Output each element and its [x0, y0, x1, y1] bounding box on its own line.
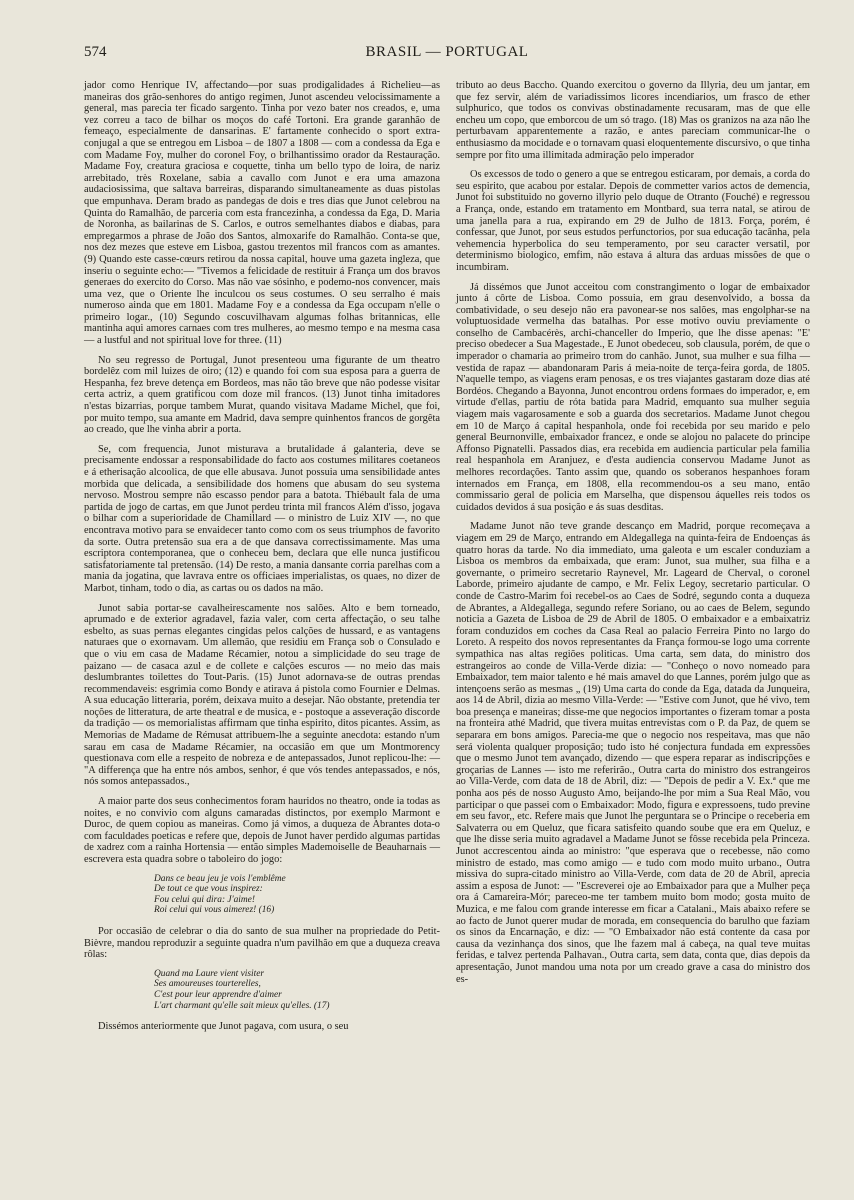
paragraph: Madame Junot não teve grande descanço em Madrid, porque recomeçava a viagem em 29 de Março, entrando em Aldegallega na quinta-feira de Endoenças ás quatro horas da tarde. No dia immediato, uma galeota e um escaler conduziam a Lisboa os membros da embaixada, que eram: Junot, sua mulher, sua filha e a governante, o primeiro secretario Raynevel, Mr. Lageard de Cherval, o coronel Laborde, primeiro ajudante de campo, e Mr. Felix Legoy, secretario particular. O conde de Castro-Marim foi recebel-os ao Caes de Sodré, segundo conta a duqueza de Abrantes, a Aldegallega, segundo refere Soriano, ou ao caes de Belem, segundo noticia a Gazeta de Lisboa de 29 de Abril de 1805. O embaixador e a embaixatriz foram conduzidos em coches da Casa Real ao palacio Ferreira Pinto no largo do Loreto. A respeito dos novos representantes da França formou-se logo uma corrente sympathica nas altas regiões politicas. Uma carta, sem data, do ministro dos estrangeiros ao conde de Villa-Verde dizia: — "Conheço o novo nomeado para Embaixador, tem maior talento e hé mais amavel do que Lannes, porém julgo que as intençoens serão as mesmas „ (19) Uma carta do conde da Ega, datada da Junqueira, aos 14 de Abril, dizia ao mesmo Villa-Verde: — "Estive com Junot, que hé vivo, tem boa presença e maneiras; disse-me que negocios importantes o fizeram tomar a posta na fronteira athé Madrid, que tivera muitas entrevistas com o P. da Paz, de quem se separara em bons amigos. Parecia-me que o negocio nos respeitava, mas que não será violenta qualquer proposição; tudo isto hé conjectura fundada em expressões que o mesmo Junot tem avançado, dizendo — que espera reparar as indiscripções e groçarias de Lannes — isto me referirão., Outra carta do ministro dos estrangeiros ao Villa-Verde, com data de 18 de Abril, diz: — "Depois de pedir a V. Ex.ª que me ponha aos pés de nosso Augusto Amo, beijando-lhe por mim a Sua Real Mão, vou participar o que passei com o Embaixador: Modo, figura e expressoens, tudo previne em seu favor,, etc. Refere mais que Junot lhe perguntara se o Principe o receberia em Salvaterra ou em Queluz, que ficara satisfeito quando soube que era em Queluz, e que lhe disse seria muito agradavel a Madame Junot se fôsse recebida pela Princeza. Junot accrescentou ainda ao ministro: "que esperava que o recebesse, não como ministro de estado, mas como amigo — e tudo com modo muito urbano., Outra missiva do supra-citado ministro ao Villa-Verde, com data de 20 de Abril, aprecia assim a esposa de Junot: — "Escreverei oje ao Embaixador para que a Mulher peça ora á Camareira-Mór; pareceo-me ter tambem muito bom modo; gosta muito de Muzica, e me falou com grande interesse em ficar a Catalani., Mais abaixo refere se ao facto de Junot querer mudar de morada, em consequencia do barulho que faziam os sinos da Encarnação, e diz: — "O Embaixador não está contente da casa por causa da vezinhança dos sinos, que lhe fazem mal á cabeça, na qual teve muitas feridas, e talvez pertenda Palhavan., Outra carta, sem data, conta que, dias depois da apresentação, Junot mandou uma nota por um creado grave a casa do ministro dos es-	[456, 521, 810, 985]
paragraph: No seu regresso de Portugal, Junot presenteou uma figurante de um theatro bordelêz com mil luizes de oiro; (12) e quando foi com sua esposa para a guerra de Hespanha, fez breve detença em Bordeos, mas não tão breve que não podesse visitar certa actriz, a quem gratificou com doze mil francos. (13) Junot tinha imitadores n'estas bizarrias, porque tambem Murat, quando visitava Madame Michel, que foi, por muito tempo, sua amante em Madrid, dava sempre quinhentos francos de gorgêta ao creado, que lhe vinha abrir a porta.	[84, 354, 440, 436]
verse-line: C'est pour leur apprendre d'aimer	[154, 989, 282, 1000]
right-column	[456, 80, 810, 993]
verse-line: Dans ce beau jeu je vois l'emblême	[154, 873, 286, 884]
verse-line: L'art charmant qu'elle sait mieux qu'elles. (17)	[154, 1000, 330, 1011]
paragraph: Os excessos de todo o genero a que se entregou esticaram, por demais, a corda do seu espirito, que acabou por estalar. Depois de commetter varios actos de demencia, Junot foi substituido no governo illyrio pelo duque de Otranto (Fouché) e regressou a França, onde, estando em tratamento em Montbard, sua terra natal, se atirou de uma janella para a rua, expirando em 29 de Julho de 1813. Força, porém, é confessar, que Junot, por seus estudos perfunctorios, por sua educação tacânha, pela vehemencia hyperbolica do seu temperamento, por seu caracter versatil, por determinismo biologico, emfim, não estava á altura das arduas missões de que o incumbiram.	[456, 169, 810, 273]
verse-quatrain	[154, 969, 440, 1011]
page-header	[84, 44, 810, 64]
page-number: 574	[84, 44, 107, 60]
verse-line: Quand ma Laure vient visiter	[154, 968, 265, 979]
paragraph: jador como Henrique IV, affectando—por suas prodigalidades á Richelieu—as maneiras dos grão-senhores do antigo regimen, Junot ascendeu velocissimamente a general, mas parecia ter ficado sargento. Tinha por vezo bater nos creados, e, uma vez correu a taco de bilhar os moços do café Tortoni. Era grande garanhão de femeaço, especialmente de dansarinas. E' fartamente conhecido o sport extra-conjugal a que se entregou em Lisboa – de 1807 a 1808 — com a condessa da Ega e com Madame Foy, mulher do coronel Foy, o brilhantissimo orador da Restauração. Madame Foy, creatura graciosa e coquette, tinha um bello typo de loira, de nariz arrebitado, très Roxelane, sabia a cavallo com Junot e era uma amazona audaciosissima, que saltava barreiras, disparando simultaneamente as duas pistolas que empunhava. Deram brado as pandegas de dois e tres dias que Junot celebrou na Quinta do Ramalhão, de parceria com esta francezinha, a condessa da Ega, D. Maria de Noronha, as bailarinas de S. Carlos, e outros semelhantes diabos e diabas, para empregarmos a phrase de João dos Santos, almoxarife do Ramalhão. Conta-se que, nos dez mezes que esteve em Lisboa, gastou trezentos mil francos com as amantes. (9) Quando este casse-cœurs retirou da nossa capital, houve uma gazeta ingleza, que inseriu o seguinte echo:— "Tivemos a felicidade de restituir á França um dos bravos generaes do exercito do Corso. Mas não vae sósinho, e podemo-nos convencer, mais uma vez, que o Oriente lhe inculcou os seus costumes. O seu serralho é mais numeroso ainda que em 1801. Madame Foy e a condessa da Ega occupam n'elle o primeiro logar., (10) Segundo coscuvilhavam algumas folhas britannicas, elle mantinha aqui amores carnaes com tres mulheres, ao mesmo tempo e na mesma casa — a lustful and not spiritual love for three. (11)	[84, 80, 440, 347]
verse-line: Roi celui qui vous aimerez! (16)	[154, 905, 275, 916]
paragraph: Por occasião de celebrar o dia do santo de sua mulher na propriedade do Petit-Bièvre, mandou reproduzir a seguinte quadra n'um pavilhão em que a duqueza creava rôlas:	[84, 925, 440, 961]
paragraph: Se, com frequencia, Junot misturava a brutalidade á galanteria, deve se precisamente endossar a responsabilidade do facto aos costumes militares coetaneos e á etherisação alcoolica, de que elle abusava. Junot possuia uma sensibilidade antes morbida que delicada, a sensibilidade dos homens que abusam do seu systema nervoso. Mostrou sempre não escasso pendor para a batota. Thiébault fala de uma partida de jogo de cartas, em que Junot perdeu trinta mil francos Além d'isso, jogava o bilhar com a superioridade de Chamillard — o ministro de Luiz XIV —, no que encontrava motivo para se envaidecer tanto como com os seus triumphos de favorito da sorte. Outra pretensão sua era a de que dansava correctissimamente. Mas uma escriptora contemporanea, que o conheceu bem, declara que elle nunca justificou satisfatoriamente tal pretensão. (14) De resto, a mania dansante corria parelhas com a mania da jogatina, que lavrava entre os officiaes imperialistas, os quaes, no dizer de Marbot, tinham, todo o dia, as cartas ou os dados na mão.	[84, 443, 440, 594]
verse-line: Fou celui qui dira: J'aime!	[154, 894, 255, 905]
paragraph: A maior parte dos seus conhecimentos foram hauridos no theatro, onde ia todas as noites, e no convivio com alguns camaradas distinctos, por exemplo Marmont e Duroc, de quem copiou as maneiras. Como já vimos, a duqueza de Abrantes dota-o com faculdades poeticas e refere que, depois de Junot haver perdido algumas partidas de xadrez com a rainha Hortensia — então simples Mademoiselle de Beauharnais — escrevera esta quadra sobre o taboleiro do jogo:	[84, 796, 440, 865]
paragraph: Dissémos anteriormente que Junot pagava, com usura, o seu	[98, 1021, 349, 1033]
left-column	[84, 80, 440, 1041]
paragraph: Junot sabia portar-se cavalheirescamente nos salões. Alto e bem torneado, aprumado e de exterior agradavel, fazia valer, com certa affectação, o seu talhe esbelto, as suas pernas elegantes cingidas pelos calções de hussard, e as vantagens naturaes que o exornavam. Um allemão, que residiu em França sob o Consulado e que o viu em casa de Madame Récamier, notou a simplicidade do seu trage de paizano — de casaca azul e de collete e calções escuros — no meio das mais deslumbrantes toilettes do Tout-Paris. (15) Junot adornava-se de outras prendas recommendaveis: esgrimia como Bondy e atirava á pistola como Fournier e Delmas. A sua educação litteraria, porém, deixava muito a desejar. Não obstante, pretendia ter noções de litteratura, de arte theatral e de musica, e - postoque a asseveração discorde da tradição — os memorialistas affirmam que tinha espirito, ditos picantes. Assim, as Memorias de Madame de Rémusat attribuem-lhe a seguinte anecdota: estando n'um sarau em casa de Madame Récamier, na occasião em que um Montmorency questionava com elle a respeito de nobreza e de antepassados, Junot replicou-lhe: — "A differença que ha entre nós ambos, senhor, é que vós tendes antepassados, e nós, nós somos antepassados.,	[84, 602, 441, 788]
verse-line: Ses amoureuses tourterelles,	[154, 979, 261, 990]
paragraph: Já dissémos que Junot acceitou com constrangimento o logar de embaixador junto á côrte de Lisboa. Como possuia, em grau desenvolvido, a bossa da combatividade, o seu desejo não era pavonear-se nos salões, mas engolphar-se na voluptuosidade vermelha das batalhas. Por esse motivo ouviu previamente o conselho de Cambacérès, archi-chanceller do Imperio, que lhe disse apenas: "E' preciso obedecer a Sua Magestade., E Junot obedeceu, sob clausula, porém, de que o imperador o chamaria ao primeiro trom do canhão. Junot, sua mulher e sua filha — vestida de rapaz — abandonaram Paris á meia-noite de terça-feira gorda, de 1805. N'aquelle tempo, as viagens eram penosas, e os tres viajantes gastaram doze dias até Bordéos. Chegando a Bayonna, Junot encontrou ordens formaes do imperador, e, em virtude d'ellas, partiu de róta batida para Madrid, emquanto sua mulher seguia viagem mais vagarosamente e sob a guarda dos secretarios. Madame Junot chegou em 10 de Março á capital hespanhola, onde foi recebida por seu marido e pelo general Beurnonville, embaixador francez, e onde se alojou no palacete do principe Affonso Pignatelli. Passados dias, era recebida em audiencia particular pela familia real hespanhola em Aranjuez, e d'esta audiencia conservou Madame Junot as melhores recordações. Tanto assim que, quando os soberanos hespanhoes foram internados em França, em 1808, ella recommendou-os a seu mano, então commissario geral de policia em Marselha, que dispensou áquelles reis todos os cuidados devidos á sua posição e ás suas desditas.	[456, 281, 810, 513]
paragraph: tributo ao deus Baccho. Quando exercitou o governo da Illyria, deu um jantar, em que fez servir, além de variadissimos licores incendiarios, um frasco de ether sulphurico, que todos os convivas obstinadamente recusaram, mas de que elle encheu um copo, que emborcou de um só trago. (18) Mas os granizos na aza não lhe perturbavam apparentemente a razão, e antes pareciam communicar-lhe o enthusiasmo da mocidade e o tornavam quasi eloquentemente discursivo, o que tinha sempre por fito uma illimitada admiração pelo imperador	[456, 80, 810, 161]
verse-line: De tout ce que vous inspirez:	[154, 884, 263, 895]
running-title: BRASIL — PORTUGAL	[365, 44, 529, 60]
verse-quatrain	[154, 874, 440, 916]
